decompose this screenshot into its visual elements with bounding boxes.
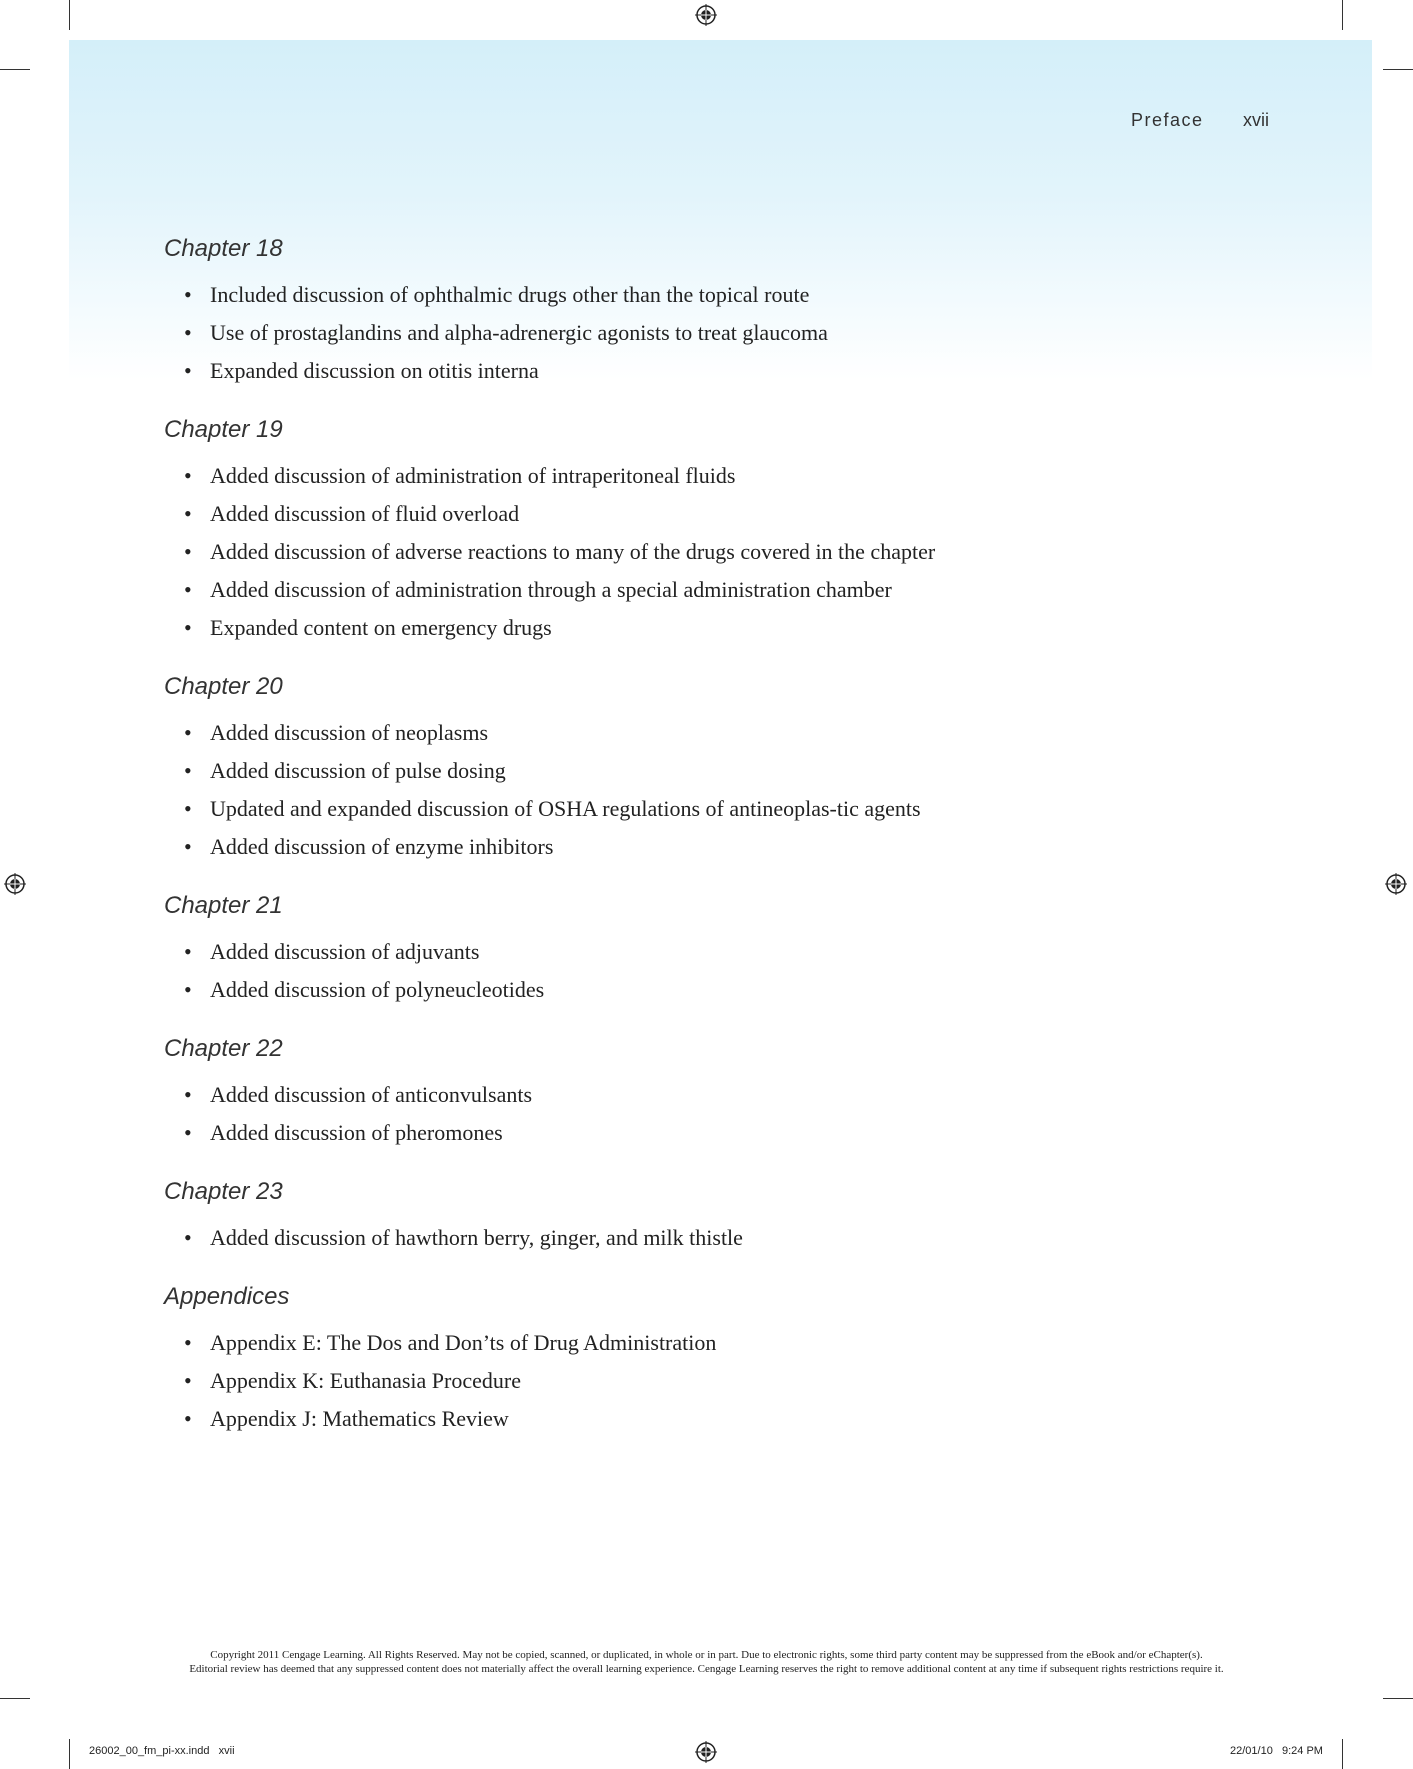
- list-item-text: Added discussion of neoplasms: [210, 720, 489, 745]
- running-head: [1100, 110, 1270, 136]
- crop-mark: [1383, 69, 1413, 70]
- chapter-section: [164, 887, 944, 1004]
- copyright-line: Editorial review has deemed that any suppressed content does not materially affect the overall learning experience. Cengage Learning reserves the right to remove additional content at any time if subsequent rights restrictions require it.: [189, 1663, 1224, 1675]
- chapter-section: [164, 668, 944, 861]
- bullet-icon: •: [184, 1120, 192, 1145]
- list-item: [164, 756, 944, 785]
- list-item: [164, 794, 944, 823]
- list-item: [164, 499, 944, 528]
- list-item: [164, 832, 944, 861]
- crop-mark: [1383, 1698, 1413, 1699]
- page-number: xvii: [1243, 110, 1269, 130]
- registration-mark-icon: [4, 873, 26, 895]
- list-item: [164, 1118, 944, 1147]
- bullet-list: [164, 280, 944, 385]
- registration-mark-icon: [695, 1741, 717, 1763]
- list-item: [164, 937, 944, 966]
- bullet-icon: •: [184, 358, 192, 383]
- bullet-icon: •: [184, 615, 192, 640]
- list-item: [164, 461, 944, 490]
- list-item: [164, 280, 944, 309]
- bullet-icon: •: [184, 1225, 192, 1250]
- list-item: [164, 356, 944, 385]
- bullet-icon: •: [184, 1368, 192, 1393]
- bullet-list: [164, 461, 944, 642]
- chapter-heading: Chapter 21: [164, 892, 283, 919]
- crop-mark: [69, 0, 70, 30]
- list-item-text: Expanded content on emergency drugs: [210, 615, 552, 640]
- chapter-section: [164, 411, 944, 642]
- bullet-list: [164, 1080, 944, 1147]
- crop-mark: [1342, 1739, 1343, 1769]
- list-item-text: Added discussion of hawthorn berry, ginger, and milk thistle: [210, 1225, 743, 1250]
- registration-mark-icon: [1385, 873, 1407, 895]
- list-item: [164, 613, 944, 642]
- bullet-icon: •: [184, 463, 192, 488]
- list-item: [164, 1328, 944, 1357]
- list-item-text: Added discussion of enzyme inhibitors: [210, 834, 554, 859]
- bullet-icon: •: [184, 796, 192, 821]
- copyright-line: Copyright 2011 Cengage Learning. All Rights Reserved. May not be copied, scanned, or duplicated, in whole or in part. Due to electronic rights, some third party content may be suppressed from the eBook and/or eChapter(s).: [210, 1649, 1203, 1661]
- registration-mark-icon: [695, 4, 717, 26]
- chapter-list: [164, 230, 944, 1442]
- list-item-text: Appendix J: Mathematics Review: [210, 1406, 509, 1431]
- bullet-icon: •: [184, 720, 192, 745]
- bullet-list: [164, 937, 944, 1004]
- list-item-text: Added discussion of polyneucleotides: [210, 977, 545, 1002]
- list-item-text: Added discussion of adverse reactions to many of the drugs covered in the chapter: [210, 539, 936, 564]
- list-item-text: Updated and expanded discussion of OSHA regulations of antineoplas-tic agents: [210, 796, 921, 821]
- bullet-icon: •: [184, 539, 192, 564]
- list-item-text: Appendix K: Euthanasia Procedure: [210, 1368, 521, 1393]
- list-item: [164, 318, 944, 347]
- running-head-section: Preface: [1131, 110, 1204, 130]
- chapter-section: [164, 230, 944, 385]
- bullet-list: [164, 718, 944, 861]
- list-item: [164, 1080, 944, 1109]
- chapter-heading: Chapter 19: [164, 416, 283, 443]
- chapter-heading: Chapter 18: [164, 235, 283, 262]
- list-item-text: Added discussion of pulse dosing: [210, 758, 506, 783]
- list-item: [164, 975, 944, 1004]
- bullet-icon: •: [184, 834, 192, 859]
- list-item-text: Appendix E: The Dos and Don’ts of Drug Administration: [210, 1330, 717, 1355]
- list-item-text: Added discussion of administration of intraperitoneal fluids: [210, 463, 736, 488]
- file-slug: 26002_00_fm_pi-xx.indd xvii: [89, 1745, 235, 1757]
- bullet-icon: •: [184, 758, 192, 783]
- list-item-text: Added discussion of fluid overload: [210, 501, 520, 526]
- crop-mark: [0, 69, 30, 70]
- copyright-notice: [70, 1648, 1343, 1676]
- date-slug: 22/01/10 9:24 PM: [1230, 1745, 1323, 1757]
- bullet-icon: •: [184, 977, 192, 1002]
- chapter-section: [164, 1030, 944, 1147]
- bullet-list: [164, 1223, 944, 1252]
- crop-mark: [0, 1698, 30, 1699]
- list-item: [164, 575, 944, 604]
- bullet-icon: •: [184, 577, 192, 602]
- list-item: [164, 718, 944, 747]
- crop-mark: [1342, 0, 1343, 30]
- list-item-text: Included discussion of ophthalmic drugs other than the topical route: [210, 282, 810, 307]
- chapter-section: [164, 1278, 944, 1433]
- list-item: [164, 1223, 944, 1252]
- list-item-text: Added discussion of adjuvants: [210, 939, 480, 964]
- bullet-icon: •: [184, 320, 192, 345]
- list-item-text: Added discussion of anticonvulsants: [210, 1082, 533, 1107]
- list-item-text: Added discussion of pheromones: [210, 1120, 503, 1145]
- chapter-heading: Chapter 20: [164, 673, 283, 700]
- chapter-section: [164, 1173, 944, 1252]
- list-item: [164, 537, 944, 566]
- bullet-icon: •: [184, 1082, 192, 1107]
- crop-mark: [69, 1739, 70, 1769]
- bullet-icon: •: [184, 1330, 192, 1355]
- chapter-heading: Chapter 22: [164, 1035, 283, 1062]
- bullet-list: [164, 1328, 944, 1433]
- list-item: [164, 1366, 944, 1395]
- bullet-icon: •: [184, 501, 192, 526]
- list-item-text: Use of prostaglandins and alpha-adrenergic agonists to treat glaucoma: [210, 320, 828, 345]
- chapter-heading: Chapter 23: [164, 1178, 283, 1205]
- bullet-icon: •: [184, 1406, 192, 1431]
- list-item-text: Added discussion of administration through a special administration chamber: [210, 577, 892, 602]
- chapter-heading: Appendices: [164, 1283, 290, 1310]
- bullet-icon: •: [184, 282, 192, 307]
- list-item: [164, 1404, 944, 1433]
- list-item-text: Expanded discussion on otitis interna: [210, 358, 539, 383]
- bullet-icon: •: [184, 939, 192, 964]
